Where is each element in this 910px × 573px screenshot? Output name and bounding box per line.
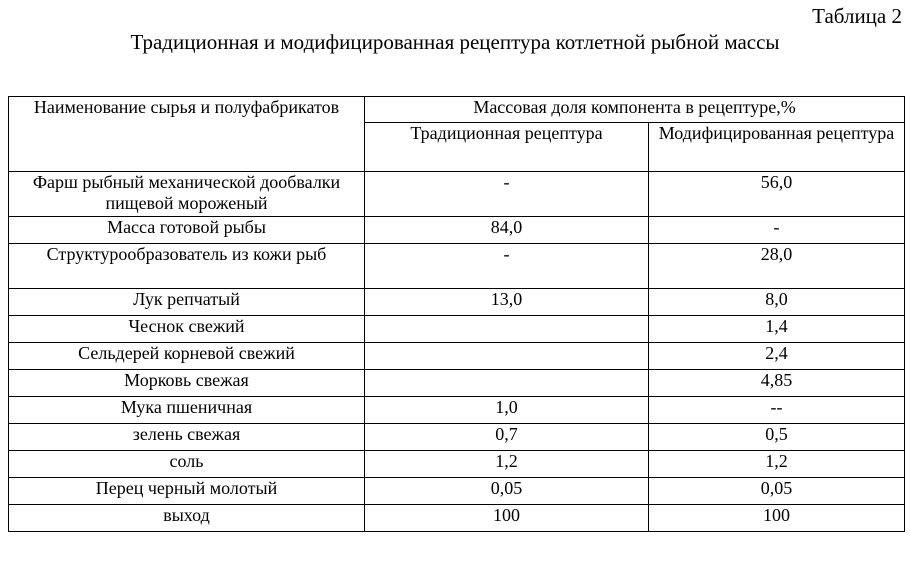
modified-value: - bbox=[649, 217, 905, 244]
modified-value: 56,0 bbox=[649, 172, 905, 217]
table-row bbox=[9, 289, 905, 316]
table-row bbox=[9, 397, 905, 424]
header-modified: Модифицированная рецептура bbox=[649, 123, 905, 172]
modified-value: 2,4 bbox=[649, 343, 905, 370]
table-row bbox=[9, 424, 905, 451]
header-traditional: Традиционная рецептура bbox=[365, 123, 649, 172]
modified-value: -- bbox=[649, 397, 905, 424]
traditional-value: 1,2 bbox=[365, 451, 649, 478]
ingredient-name: Структурообразователь из кожи рыб bbox=[9, 244, 365, 289]
table-row bbox=[9, 172, 905, 217]
traditional-value: - bbox=[365, 244, 649, 289]
ingredient-name: зелень свежая bbox=[9, 424, 365, 451]
table-row bbox=[9, 451, 905, 478]
modified-value: 0,5 bbox=[649, 424, 905, 451]
ingredient-name: Фарш рыбный механической дообвалки пищевой мороженый bbox=[9, 172, 365, 217]
traditional-value: 0,7 bbox=[365, 424, 649, 451]
table-row bbox=[9, 244, 905, 289]
ingredient-name: Лук репчатый bbox=[9, 289, 365, 316]
traditional-value bbox=[365, 316, 649, 343]
table-caption: Традиционная и модифицированная рецептура котлетной рыбной массы bbox=[130, 30, 780, 54]
traditional-value: 84,0 bbox=[365, 217, 649, 244]
table-row bbox=[9, 370, 905, 397]
recipe-table bbox=[8, 96, 905, 532]
table-row bbox=[9, 343, 905, 370]
traditional-value: 13,0 bbox=[365, 289, 649, 316]
traditional-value bbox=[365, 370, 649, 397]
ingredient-name: Морковь свежая bbox=[9, 370, 365, 397]
table-row bbox=[9, 316, 905, 343]
traditional-value bbox=[365, 343, 649, 370]
table-row bbox=[9, 505, 905, 532]
traditional-value: 100 bbox=[365, 505, 649, 532]
traditional-value: 1,0 bbox=[365, 397, 649, 424]
modified-value: 28,0 bbox=[649, 244, 905, 289]
table-row bbox=[9, 217, 905, 244]
ingredient-name: Масса готовой рыбы bbox=[9, 217, 365, 244]
ingredient-name: Перец черный молотый bbox=[9, 478, 365, 505]
modified-value: 1,2 bbox=[649, 451, 905, 478]
header-ingredient-name: Наименование сырья и полуфабрикатов bbox=[9, 97, 365, 172]
ingredient-name: Чеснок свежий bbox=[9, 316, 365, 343]
modified-value: 8,0 bbox=[649, 289, 905, 316]
ingredient-name: выход bbox=[9, 505, 365, 532]
traditional-value: 0,05 bbox=[365, 478, 649, 505]
ingredient-name: соль bbox=[9, 451, 365, 478]
traditional-value: - bbox=[365, 172, 649, 217]
header-mass-fraction: Массовая доля компонента в рецептуре,% bbox=[365, 97, 905, 123]
modified-value: 1,4 bbox=[649, 316, 905, 343]
ingredient-name: Мука пшеничная bbox=[9, 397, 365, 424]
ingredient-name: Сельдерей корневой свежий bbox=[9, 343, 365, 370]
table-number-label: Таблица 2 bbox=[812, 4, 902, 28]
modified-value: 0,05 bbox=[649, 478, 905, 505]
modified-value: 100 bbox=[649, 505, 905, 532]
table-row bbox=[9, 478, 905, 505]
modified-value: 4,85 bbox=[649, 370, 905, 397]
table-header-row bbox=[9, 97, 905, 123]
